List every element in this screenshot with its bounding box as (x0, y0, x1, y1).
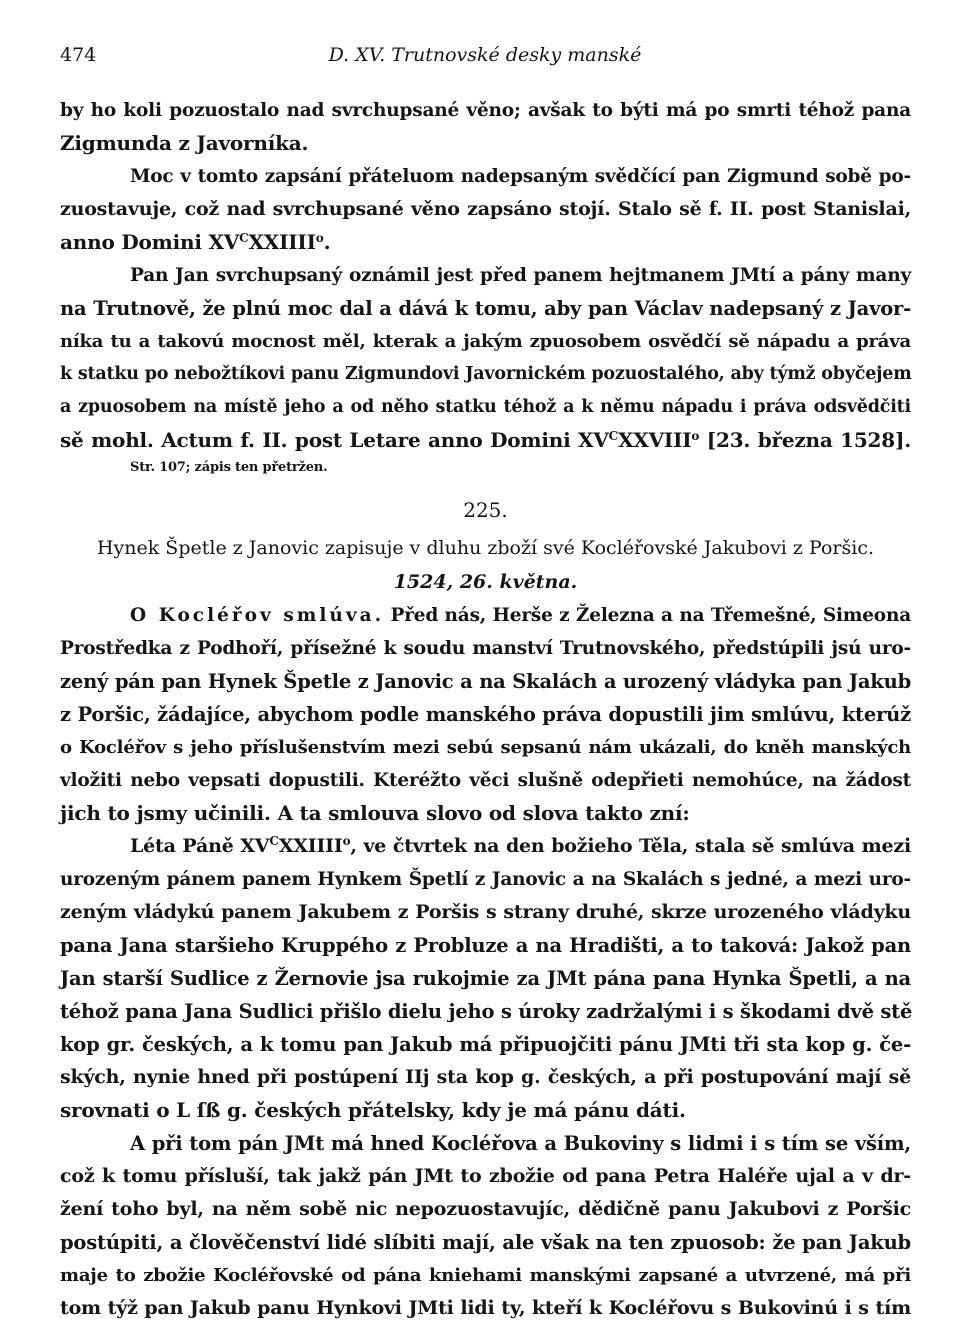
text-line: srovnati o L ſß g. českých přátelsky, kdy je má pánu dáti. (60, 1098, 686, 1122)
text-line: Pan Jan svrchupsaný oznámil jest před panem hejtmanem JMtí a pány many (130, 265, 911, 286)
superscript: o (691, 429, 700, 443)
text-line: k statku po nebožtíkovi panu Zigmundovi Javornickém pozuostalého, aby týmž obyčejem (60, 364, 912, 384)
text-line: žení toho byl, na něm sobě nic nepozuostavujíc, dědičně panu Jakubovi z Poršic (60, 1198, 911, 1220)
text-line (60, 599, 911, 632)
text-line: tom týž pan Jakub panu Hynkovi JMti lidi ty, kteří k Kocléřovu s Bukovinú i s tím (60, 1297, 911, 1319)
superscript: C (269, 834, 279, 848)
spaced-heading: O Kocléřov smlúva. (130, 605, 385, 626)
text-line: zuostavuje, což nad svrchupsané věno zapsáno stojí. Stalo sě f. II. post Stanislai, (60, 198, 911, 220)
page-number: 474 (60, 44, 97, 66)
text-line: zený pán pan Hynek Špetle z Janovic a na Skalách a urozený vládyka pan Jakub (60, 670, 911, 693)
text-line: maje to zbožie Kocléřovské od pána kniehami manskými zapsané a utvrzené, má při (60, 1265, 911, 1286)
text-line (60, 226, 911, 259)
text-line (60, 830, 911, 863)
text-line (60, 424, 911, 457)
superscript: o (315, 231, 324, 245)
text-line: A při tom pán JMt má hned Kocléřova a Bukoviny s lidmi i s tím se vším, (130, 1132, 911, 1155)
text-line: vložiti nebo vepsati dopustili. Kteréžto věci slušně odepřieti nemohúce, na žádost (60, 770, 911, 791)
section-title: Hynek Špetle z Janovic zapisuje v dluhu zboží své Kocléřovské Jakubovi z Poršic. (96, 537, 875, 559)
section-date: 1524, 26. května. (393, 571, 578, 593)
footnote: Str. 107; zápis ten přetržen. (130, 460, 328, 475)
text-line: Zigmunda z Javorníka. (60, 131, 309, 155)
text-line: na Trutnově, že plnú moc dal a dává k tomu, aby pan Václav nadepsaný z Javor- (60, 297, 911, 320)
text-line: jich to jsmy učinili. A ta smlouva slovo od slova takto zní: (60, 801, 690, 825)
text-line: kop gr. českých, a k tomu pan Jakub má připuojčiti pánu JMti tři sta kop g. če- (60, 1033, 911, 1056)
text-line: pana Jana staršieho Kruppého z Probluze a na Hradišti, a to taková: Jakož pan (60, 934, 911, 957)
text-line: Prostředka z Podhoří, přísežné k soudu manství Trutnovského, předstúpili jsú uro- (60, 638, 911, 659)
text-line: a zpuosobem na místě jeho a od něho statku téhož a k němu nápadu i práva odsvědčiti (60, 397, 911, 417)
text-line: postúpiti, a člověčenství lidé slíbiti mají, ale však na ten zpuosob: že pan Jakub (60, 1231, 911, 1254)
text-run: XXIIII (278, 835, 343, 857)
superscript: C (608, 429, 618, 443)
section-number: 225. (463, 498, 508, 522)
text-run: [23. března 1528]. (699, 428, 912, 452)
text-run: . (323, 230, 331, 254)
text-run: Před nás, Herše z Železna a na Třemešné, Simeona (384, 605, 911, 626)
body-text (60, 94, 911, 1325)
superscript: o (342, 834, 351, 848)
text-line: Jan starší Sudlice z Žernovie jsa rukojmie za JMt pána pana Hynka Špetli, a na (60, 967, 911, 990)
text-line: z Poršic, žádajíce, abychom podle manského práva dopustili jim smlúvu, kterúž (60, 703, 911, 726)
text-line: což k tomu přísluší, tak jakž pán JMt to zbožie od pana Petra Haléře ujal a v dr- (60, 1165, 911, 1187)
text-line: Moc v tomto zapsání přáteluom nadepsaným svědčící pan Zigmund sobě po- (130, 166, 911, 187)
text-run: Léta Páně XV (130, 835, 270, 857)
text-line: ských, nynie hned při postúpení IIj sta kop g. českých, a při postupování mají sě (60, 1066, 911, 1088)
text-line: urozeným pánem panem Hynkem Špetlí z Janovic a na Skalách s jedné, a mezi uro- (60, 869, 911, 890)
text-run: , ve čtvrtek na den božieho Těla, stala sě smlúva mezi (350, 835, 911, 857)
text-line: zeným vládykú panem Jakubem z Poršis s strany druhé, skrze urozeného vládyku (60, 901, 911, 923)
text-line: o Kocléřov s jeho příslušenstvím mezi sebú sepsanú nám ukázali, do kněh manských (60, 737, 911, 758)
superscript: C (239, 231, 249, 245)
page-header (60, 44, 910, 74)
text-run: sě mohl. Actum f. II. post Letare anno Domini XV (60, 428, 609, 452)
text-line: níka tu a takovú mocnost měl, kterak a jakým zpuosobem osvědčí sě nápadu a práva (60, 331, 911, 352)
text-run: XXVIII (617, 428, 692, 452)
text-line: by ho koli pozuostalo nad svrchupsané věno; avšak to býti má po smrti téhož pana (60, 100, 911, 121)
text-line: téhož pana Jana Sudlici přišlo dielu jeho s úroky zadržalými i s škodami dvě stě (60, 1000, 913, 1023)
text-run: XXIIII (248, 230, 316, 254)
text-run: anno Domini XV (60, 230, 240, 254)
running-head: D. XV. Trutnovské desky manské (328, 44, 642, 66)
